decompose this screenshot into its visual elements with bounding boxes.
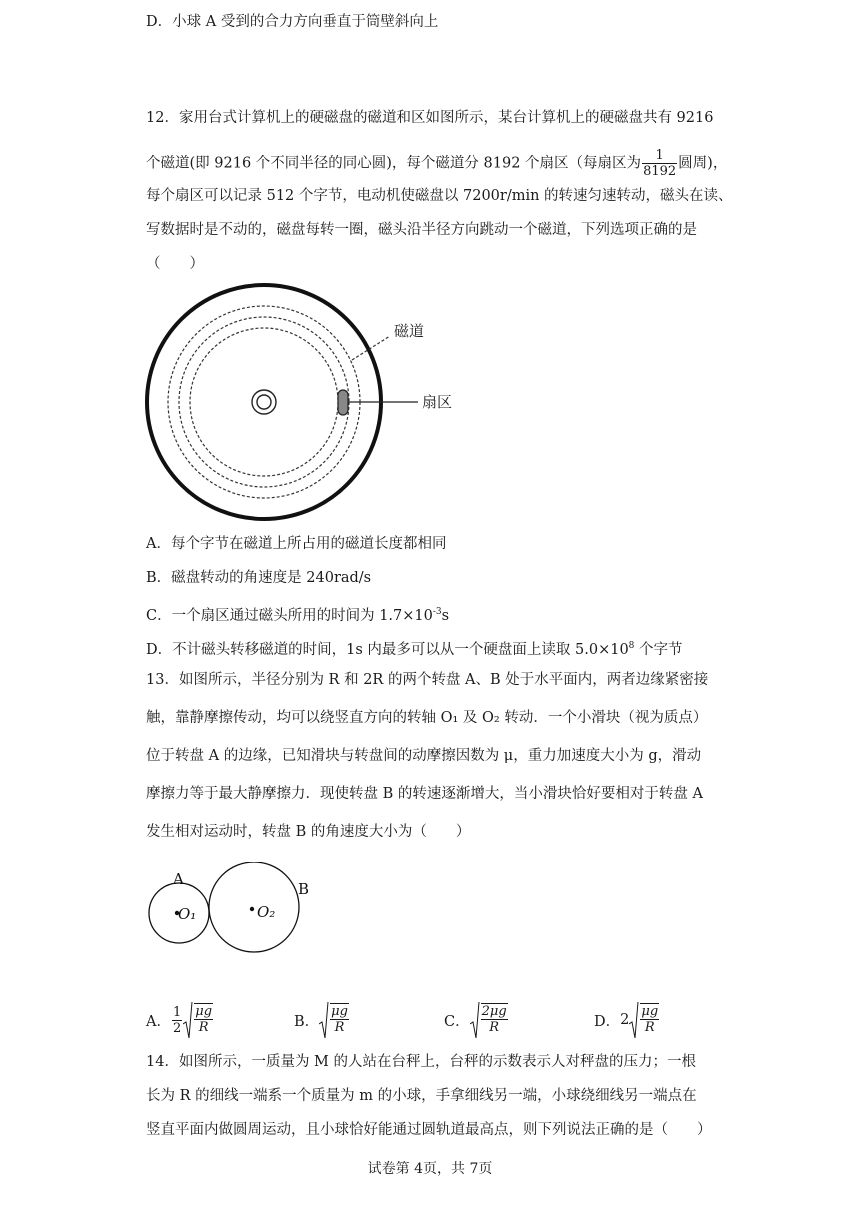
q11-option-d: D．小球 A 受到的合力方向垂直于筒壁斜向上 [146,14,439,30]
q13-option-c: C． $\frac{2\mu g}{R}$ [444,1000,509,1040]
q12-stem-line-2 [146,148,727,179]
q12-stem-line-3: 每个扇区可以记录 512 个字节，电动机使磁盘以 7200r/min 的转速匀速转动，磁头在读、 [146,188,733,204]
q13-label-b: B [298,880,310,898]
q12-label-sector: 扇区 [422,393,453,411]
q14-stem-line-2: 长为 R 的细线一端系一个质量为 m 的小球，手拿细线另一端，小球绕细线另一端点在 [146,1088,697,1104]
q12-stem-line-2b: 圆周)， [678,155,728,172]
q12-option-a: A．每个字节在磁道上所占用的磁道长度都相同 [146,536,447,552]
q12-option-b: B．磁盘转动的角速度是 240rad/s [146,570,372,586]
q13-label-a: A [173,870,184,888]
q12-option-d: D．不计磁头转移磁道的时间，1s 内最多可以从一个硬盘面上读取 $5.0\times 10^8$ 个字节 [146,641,683,658]
q13-option-b: B． $\frac{\mu g}{R}$ [294,1000,350,1040]
q13-option-a: A． $\frac{1}{2}$ $\frac{\mu g}{R}$ [146,1000,214,1040]
q13-stem-line-2: 触，靠静摩擦传动，均可以绕竖直方向的转轴 O₁ 及 O₂ 转动．一个小滑块（视为质点） [146,710,708,726]
q12-option-c: C．一个扇区通过磁头所用的时间为 $1.7\times 10^{-3}s$ [146,607,450,624]
q12-disk-figure [140,278,470,528]
q13-stem-line-3: 位于转盘 A 的边缘，已知滑块与转盘间的动摩擦因数为 μ，重力加速度大小为 g，滑动 [146,748,702,764]
q12-stem-line-4: 写数据时是不动的，磁盘每转一圈，磁头沿半径方向跳动一个磁道，下列选项正确的是 [146,222,697,238]
q13-turntables-figure [140,862,330,962]
q12-sector-fraction: $\frac{1}{8192}$ [643,148,677,179]
q13-label-o1: O₁ [178,905,197,923]
q14-stem-line-1: 14．如图所示，一质量为 M 的人站在台秤上，台秤的示数表示人对秤盘的压力；一根 [146,1054,697,1070]
q13-stem-line-5: 发生相对运动时，转盘 B 的角速度大小为（ ） [146,824,471,840]
q14-stem-line-3: 竖直平面内做圆周运动，且小球恰好能通过圆轨道最高点，则下列说法正确的是（ ） [146,1122,712,1138]
q13-option-d: D． 2 $\frac{\mu g}{R}$ [594,1000,660,1040]
q13-stem-line-1: 13．如图所示，半径分别为 R 和 2R 的两个转盘 A、B 处于水平面内，两者边缘紧密接 [146,672,709,688]
q12-stem-line-1: 12．家用台式计算机上的硬磁盘的磁道和区如图所示，某台计算机上的硬磁盘共有 9216 [146,110,714,126]
q13-label-o2: O₂ [257,903,276,921]
q12-label-track: 磁道 [394,322,425,340]
q13-stem-line-4: 摩擦力等于最大静摩擦力．现使转盘 B 的转速逐渐增大，当小滑块恰好要相对于转盘 A [146,786,703,802]
q12-stem-line-2a: 个磁道(即 9216 个不同半径的同心圆)，每个磁道分 8192 个扇区（每扇区为 [146,155,642,172]
page-footer: 试卷第 4页，共 7页 [367,1161,493,1177]
q12-stem-line-5: （ ） [146,256,204,272]
